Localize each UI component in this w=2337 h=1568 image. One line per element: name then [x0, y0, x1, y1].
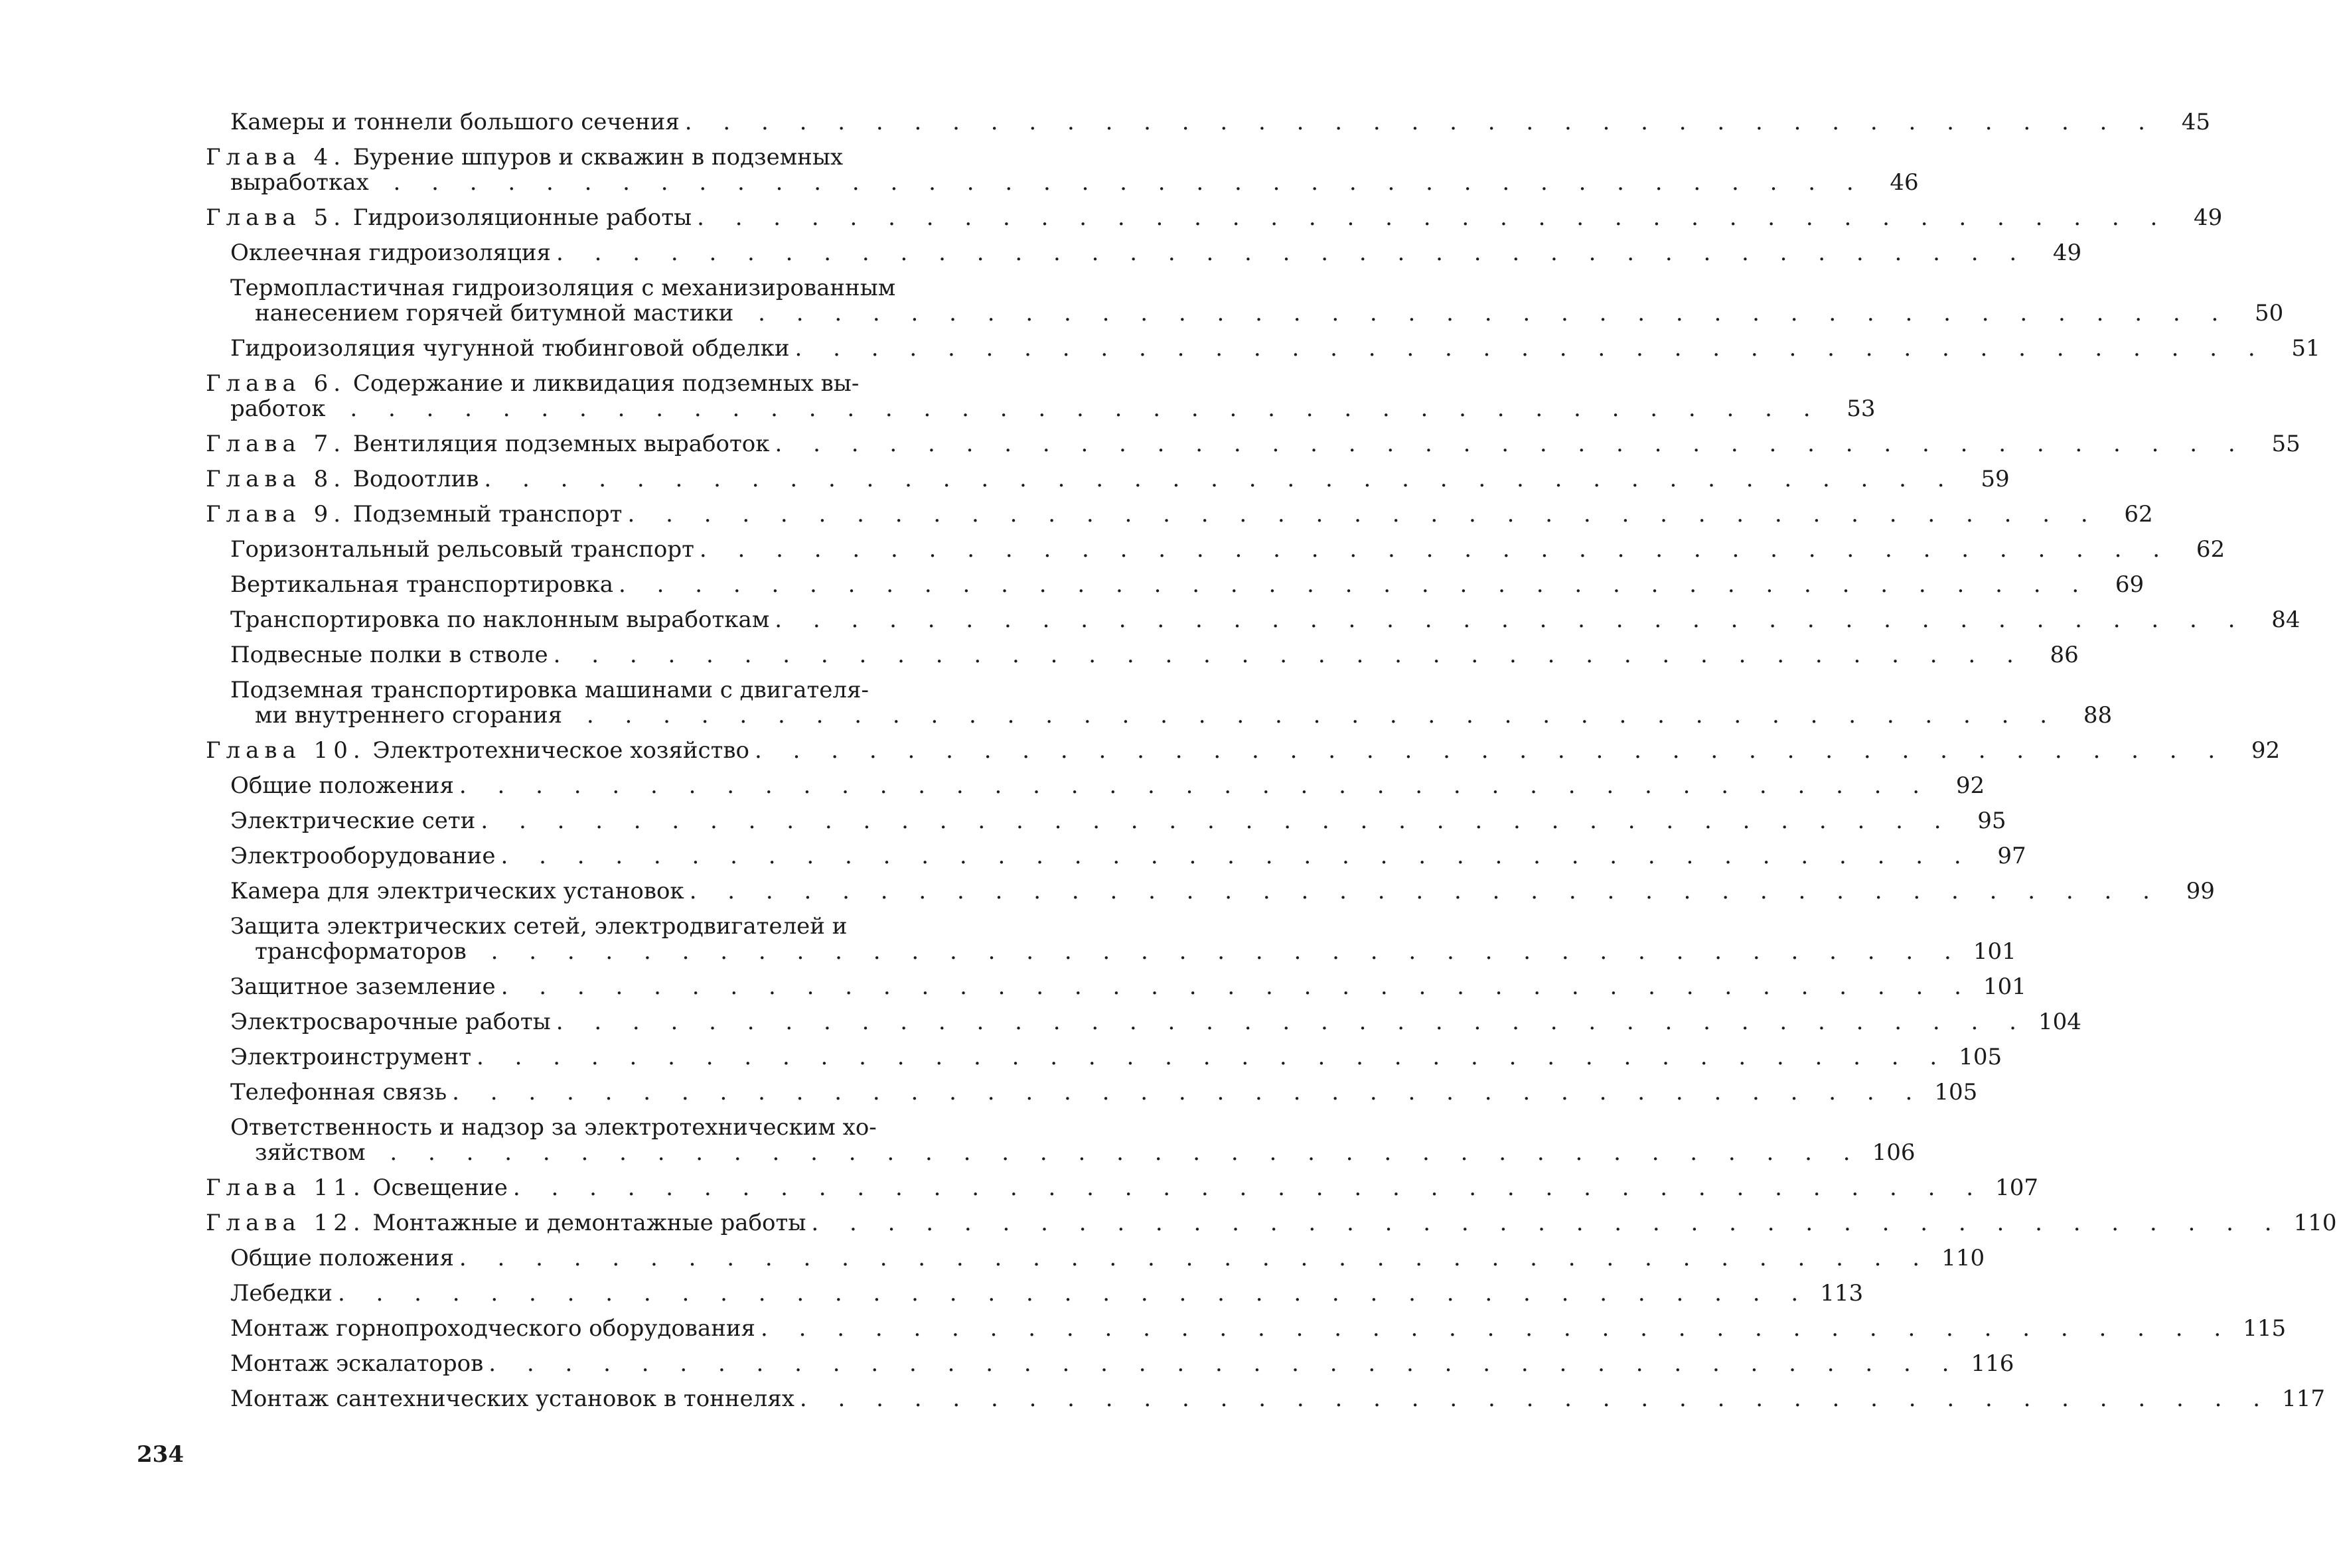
- entry-title-line: Подвесные полки в стволе: [230, 642, 548, 668]
- entry-title-line: Монтажные и демонтажные работы: [372, 1210, 806, 1236]
- chapter-label: Глава 8.: [206, 466, 346, 492]
- entry-title: [199, 336, 2267, 361]
- entry-title-line: Камера для электрических установок: [230, 878, 684, 904]
- dot-leader: . . . . . . . . . . . . . . . . . . . . . . . . . . . . . . . . . . . . . . .: [337, 1280, 1811, 1307]
- entry-page-number: 110: [2293, 1210, 2337, 1236]
- entry-page-number: 105: [1959, 1044, 2002, 1070]
- entry-title: [199, 1316, 2233, 1341]
- entry-page-number: 105: [1934, 1079, 1978, 1105]
- dot-leader: . . . . . . . . . . . . . . . . . . . . . . . . . . . . . . . . . . . . . . .: [331, 395, 1823, 422]
- dot-leader: . . . . . . . . . . . . . . . . . . . . . . . . . . . . . . . . . . . . . . .: [374, 169, 1866, 196]
- entry-page-number: 49: [2052, 240, 2082, 266]
- entry-page-number: 104: [2038, 1009, 2081, 1035]
- dot-leader: . . . . . . . . . . . . . . . . . . . . . . . . . . . . . . . . . . . . . . .: [471, 938, 1963, 965]
- entry-page-number: 88: [2083, 702, 2113, 729]
- toc-chapter-entry: [199, 1175, 2039, 1201]
- dot-leader: . . . . . . . . . . . . . . . . . . . . . . . . . . . . . . . . . . . . . . .: [775, 431, 2247, 457]
- entry-title-line: Телефонная связь: [230, 1079, 447, 1105]
- toc-chapter-entry: [199, 466, 2010, 492]
- entry-title-line: Электротехническое хозяйство: [372, 737, 749, 764]
- toc-section-entry: [199, 606, 2300, 633]
- entry-title: [199, 808, 1953, 833]
- entry-page-number: 69: [2115, 571, 2145, 598]
- toc-section-entry: [199, 536, 2225, 563]
- entry-title: [199, 1386, 2272, 1411]
- entry-title-line: Бурение шпуров и скважин в подземных: [352, 144, 844, 171]
- entry-page-number: 115: [2243, 1315, 2287, 1342]
- toc-section-entry: [199, 642, 2079, 668]
- entry-page-number: 55: [2271, 431, 2300, 457]
- entry-title-line: Ответственность и надзор за электротехническим хо-: [230, 1114, 877, 1141]
- entry-title-line: трансформаторов: [255, 938, 467, 965]
- entry-title: [199, 1210, 2284, 1236]
- entry-title: [199, 572, 2091, 597]
- entry-title-line: Электросварочные работы: [230, 1009, 551, 1035]
- entry-title: [199, 466, 1957, 492]
- entry-title: [199, 914, 1963, 964]
- dot-leader: . . . . . . . . . . . . . . . . . . . . . . . . . . . . . . . . . . . . . . .: [500, 843, 1973, 869]
- entry-title-line: зяйством: [255, 1139, 366, 1166]
- chapter-label: Глава 10.: [206, 737, 366, 764]
- chapter-label: Глава 9.: [206, 501, 346, 528]
- entry-title: [199, 843, 1973, 869]
- entry-title: [199, 205, 2169, 230]
- toc-section-entry: [199, 808, 2006, 834]
- dot-leader: . . . . . . . . . . . . . . . . . . . . . . . . . . . . . . . . . . . . . . .: [452, 1079, 1925, 1105]
- entry-title-line: Защитное заземление: [230, 973, 496, 1000]
- dot-leader: . . . . . . . . . . . . . . . . . . . . . . . . . . . . . . . . . . . . . . .: [618, 571, 2091, 598]
- toc-section-entry: [199, 1044, 2002, 1070]
- toc-section-entry: [199, 1315, 2287, 1342]
- entry-title-line: Вертикальная транспортировка: [230, 571, 613, 598]
- entry-title: [199, 773, 1931, 798]
- entry-title-line: выработках: [230, 169, 369, 196]
- dot-leader: . . . . . . . . . . . . . . . . . . . . . . . . . . . . . . . . . . . . . . .: [553, 642, 2026, 668]
- dot-leader: . . . . . . . . . . . . . . . . . . . . . . . . . . . . . . . . . . . . . . .: [459, 772, 1932, 799]
- entry-title-line: Лебедки: [230, 1280, 333, 1307]
- entry-title-line: Содержание и ликвидация подземных вы-: [352, 370, 860, 397]
- entry-title-line: Освещение: [372, 1175, 508, 1201]
- entry-page-number: 84: [2271, 606, 2300, 633]
- chapter-label: Глава 6.: [206, 370, 346, 397]
- entry-title-line: Транспортировка по наклонным выработкам: [230, 606, 770, 633]
- entry-page-number: 116: [1971, 1350, 2014, 1377]
- dot-leader: . . . . . . . . . . . . . . . . . . . . . . . . . . . . . . . . . . . . . . .: [459, 1245, 1932, 1271]
- entry-page-number: 101: [1983, 973, 2026, 1000]
- entry-page-number: 113: [1820, 1280, 1864, 1307]
- toc-section-entry: [199, 973, 2026, 1000]
- entry-title: [199, 1246, 1931, 1271]
- entry-title-line: Вентиляция подземных выработок: [352, 431, 770, 457]
- toc-chapter-entry: [199, 370, 1876, 422]
- chapter-label: Глава 12.: [206, 1210, 366, 1236]
- entry-title: [199, 1080, 1924, 1105]
- entry-title: [199, 1175, 1985, 1200]
- entry-page-number: 107: [1995, 1175, 2039, 1201]
- dot-leader: . . . . . . . . . . . . . . . . . . . . . . . . . . . . . . . . . . . . . . .: [481, 808, 1953, 834]
- chapter-label: Глава 5.: [206, 204, 346, 231]
- dot-leader: . . . . . . . . . . . . . . . . . . . . . . . . . . . . . . . . . . . . . . .: [370, 1139, 1862, 1166]
- entry-page-number: 95: [1977, 808, 2006, 834]
- dot-leader: . . . . . . . . . . . . . . . . . . . . . . . . . . . . . . . . . . . . . . .: [699, 536, 2172, 563]
- toc-section-entry: [199, 335, 2320, 362]
- toc-section-entry: [199, 1350, 2014, 1377]
- chapter-label: Глава 11.: [206, 1175, 366, 1201]
- table-of-contents: [199, 109, 2337, 1421]
- entry-page-number: 110: [1941, 1245, 1985, 1271]
- dot-leader: . . . . . . . . . . . . . . . . . . . . . . . . . . . . . . . . . . . . . . .: [556, 240, 2029, 266]
- entry-page-number: 53: [1847, 395, 1876, 422]
- dot-leader: . . . . . . . . . . . . . . . . . . . . . . . . . . . . . . . . . . . . . . .: [684, 109, 2157, 135]
- toc-section-entry: [199, 240, 2082, 266]
- chapter-label: Глава 7.: [206, 431, 346, 457]
- toc-section-entry: [199, 109, 2210, 135]
- entry-page-number: 99: [2186, 878, 2215, 904]
- entry-page-number: 92: [1955, 772, 1985, 799]
- dot-leader: . . . . . . . . . . . . . . . . . . . . . . . . . . . . . . . . . . . . . . .: [627, 501, 2100, 528]
- entry-page-number: 46: [1890, 169, 1919, 196]
- dot-leader: . . . . . . . . . . . . . . . . . . . . . . . . . . . . . . . . . . . . . . .: [489, 1350, 1961, 1377]
- entry-title-line: Электрооборудование: [230, 843, 496, 869]
- entry-title-line: Термопластичная гидроизоляция с механизированным: [230, 275, 896, 301]
- entry-title: [199, 974, 1973, 999]
- toc-section-entry: [199, 1114, 1916, 1166]
- entry-page-number: 49: [2194, 204, 2223, 231]
- entry-title: [199, 502, 2100, 527]
- entry-page-number: 92: [2251, 737, 2281, 764]
- dot-leader: . . . . . . . . . . . . . . . . . . . . . . . . . . . . . . . . . . . . . . .: [760, 1315, 2233, 1342]
- entry-page-number: 51: [2291, 335, 2320, 362]
- entry-title-line: Электрические сети: [230, 808, 476, 834]
- entry-title-line: Электроинструмент: [230, 1044, 472, 1070]
- entry-page-number: 45: [2181, 109, 2210, 135]
- entry-title-line: Оклеечная гидроизоляция: [230, 240, 551, 266]
- entry-title-line: Монтаж эскалаторов: [230, 1350, 484, 1377]
- toc-section-entry: [199, 913, 2016, 965]
- toc-section-entry: [199, 571, 2145, 598]
- toc-section-entry: [199, 878, 2215, 904]
- entry-title: [199, 1115, 1862, 1165]
- entry-title: [199, 431, 2247, 457]
- entry-title: [199, 642, 2026, 668]
- entry-title: [199, 145, 1866, 195]
- entry-page-number: 62: [2124, 501, 2153, 528]
- entry-title-line: Гидроизоляция чугунной тюбинговой обделки: [230, 335, 790, 362]
- entry-title: [199, 607, 2247, 632]
- entry-page-number: 117: [2282, 1386, 2326, 1412]
- entry-page-number: 106: [1872, 1139, 1916, 1166]
- toc-chapter-entry: [199, 144, 1919, 196]
- entry-title-line: Общие положения: [230, 1245, 454, 1271]
- entry-title-line: ми внутреннего сгорания: [255, 702, 563, 729]
- entry-title-line: Подземный транспорт: [352, 501, 623, 528]
- entry-title: [199, 240, 2028, 265]
- entry-title-line: Водоотлив: [352, 466, 479, 492]
- toc-section-entry: [199, 1280, 1864, 1307]
- toc-section-entry: [199, 1245, 1985, 1271]
- dot-leader: . . . . . . . . . . . . . . . . . . . . . . . . . . . . . . . . . . . . . . .: [799, 1386, 2273, 1412]
- dot-leader: . . . . . . . . . . . . . . . . . . . . . . . . . . . . . . . . . . . . . . .: [775, 606, 2247, 633]
- toc-section-entry: [199, 772, 1985, 799]
- entry-page-number: 86: [2050, 642, 2079, 668]
- dot-leader: . . . . . . . . . . . . . . . . . . . . . . . . . . . . . . . . . . . . . . .: [567, 702, 2060, 729]
- toc-chapter-entry: [199, 1210, 2337, 1236]
- toc-chapter-entry: [199, 204, 2223, 231]
- dot-leader: . . . . . . . . . . . . . . . . . . . . . . . . . . . . . . . . . . . . . . .: [811, 1210, 2284, 1236]
- toc-chapter-entry: [199, 737, 2281, 764]
- entry-page-number: 50: [2255, 300, 2284, 326]
- entry-title: [199, 109, 2157, 135]
- entry-page-number: 97: [1997, 843, 2026, 869]
- dot-leader: . . . . . . . . . . . . . . . . . . . . . . . . . . . . . . . . . . . . . . .: [512, 1175, 1986, 1201]
- entry-title: [199, 879, 2162, 904]
- entry-page-number: 62: [2196, 536, 2225, 563]
- toc-section-entry: [199, 677, 2113, 729]
- toc-section-entry: [199, 1079, 1978, 1105]
- entry-title-line: работок: [230, 395, 326, 422]
- entry-page-number: 101: [1973, 938, 2016, 965]
- entry-title: [199, 1281, 1810, 1306]
- dot-leader: . . . . . . . . . . . . . . . . . . . . . . . . . . . . . . . . . . . . . . .: [794, 335, 2267, 362]
- dot-leader: . . . . . . . . . . . . . . . . . . . . . . . . . . . . . . . . . . . . . . .: [697, 204, 2170, 231]
- entry-page-number: 59: [1981, 466, 2010, 492]
- entry-title-line: нанесением горячей битумной мастики: [255, 300, 734, 326]
- entry-title-line: Монтаж горнопроходческого оборудования: [230, 1315, 755, 1342]
- entry-title-line: Общие положения: [230, 772, 454, 799]
- toc-section-entry: [199, 1009, 2081, 1035]
- dot-leader: . . . . . . . . . . . . . . . . . . . . . . . . . . . . . . . . . . . . . . .: [689, 878, 2162, 904]
- entry-title-line: Подземная транспортировка машинами с двигателя-: [230, 677, 869, 703]
- entry-title: [199, 537, 2172, 562]
- entry-title-line: Камеры и тоннели большого сечения: [230, 109, 680, 135]
- entry-title: [199, 677, 2059, 728]
- entry-title: [199, 275, 2230, 326]
- entry-title: [199, 1351, 1961, 1376]
- dot-leader: . . . . . . . . . . . . . . . . . . . . . . . . . . . . . . . . . . . . . . .: [500, 973, 1973, 1000]
- toc-chapter-entry: [199, 501, 2153, 528]
- dot-leader: . . . . . . . . . . . . . . . . . . . . . . . . . . . . . . . . . . . . . . .: [755, 737, 2227, 764]
- toc-section-entry: [199, 1386, 2326, 1412]
- entry-title-line: Гидроизоляционные работы: [352, 204, 692, 231]
- entry-title-line: Горизонтальный рельсовый транспорт: [230, 536, 694, 563]
- dot-leader: . . . . . . . . . . . . . . . . . . . . . . . . . . . . . . . . . . . . . . .: [556, 1009, 2028, 1035]
- entry-title: [199, 1044, 1949, 1070]
- dot-leader: . . . . . . . . . . . . . . . . . . . . . . . . . . . . . . . . . . . . . . .: [739, 300, 2231, 326]
- entry-title-line: Защита электрических сетей, электродвигателей и: [230, 913, 848, 940]
- entry-title: [199, 1009, 2028, 1034]
- entry-title: [199, 371, 1823, 421]
- entry-title-line: Монтаж сантехнических установок в тоннелях: [230, 1386, 794, 1412]
- dot-leader: . . . . . . . . . . . . . . . . . . . . . . . . . . . . . . . . . . . . . . .: [477, 1044, 1949, 1070]
- toc-section-entry: [199, 843, 2026, 869]
- dot-leader: . . . . . . . . . . . . . . . . . . . . . . . . . . . . . . . . . . . . . . .: [484, 466, 1957, 492]
- page-number: 234: [137, 1441, 184, 1468]
- toc-section-entry: [199, 275, 2284, 326]
- toc-chapter-entry: [199, 431, 2300, 457]
- chapter-label: Глава 4.: [206, 144, 346, 171]
- entry-title: [199, 738, 2227, 763]
